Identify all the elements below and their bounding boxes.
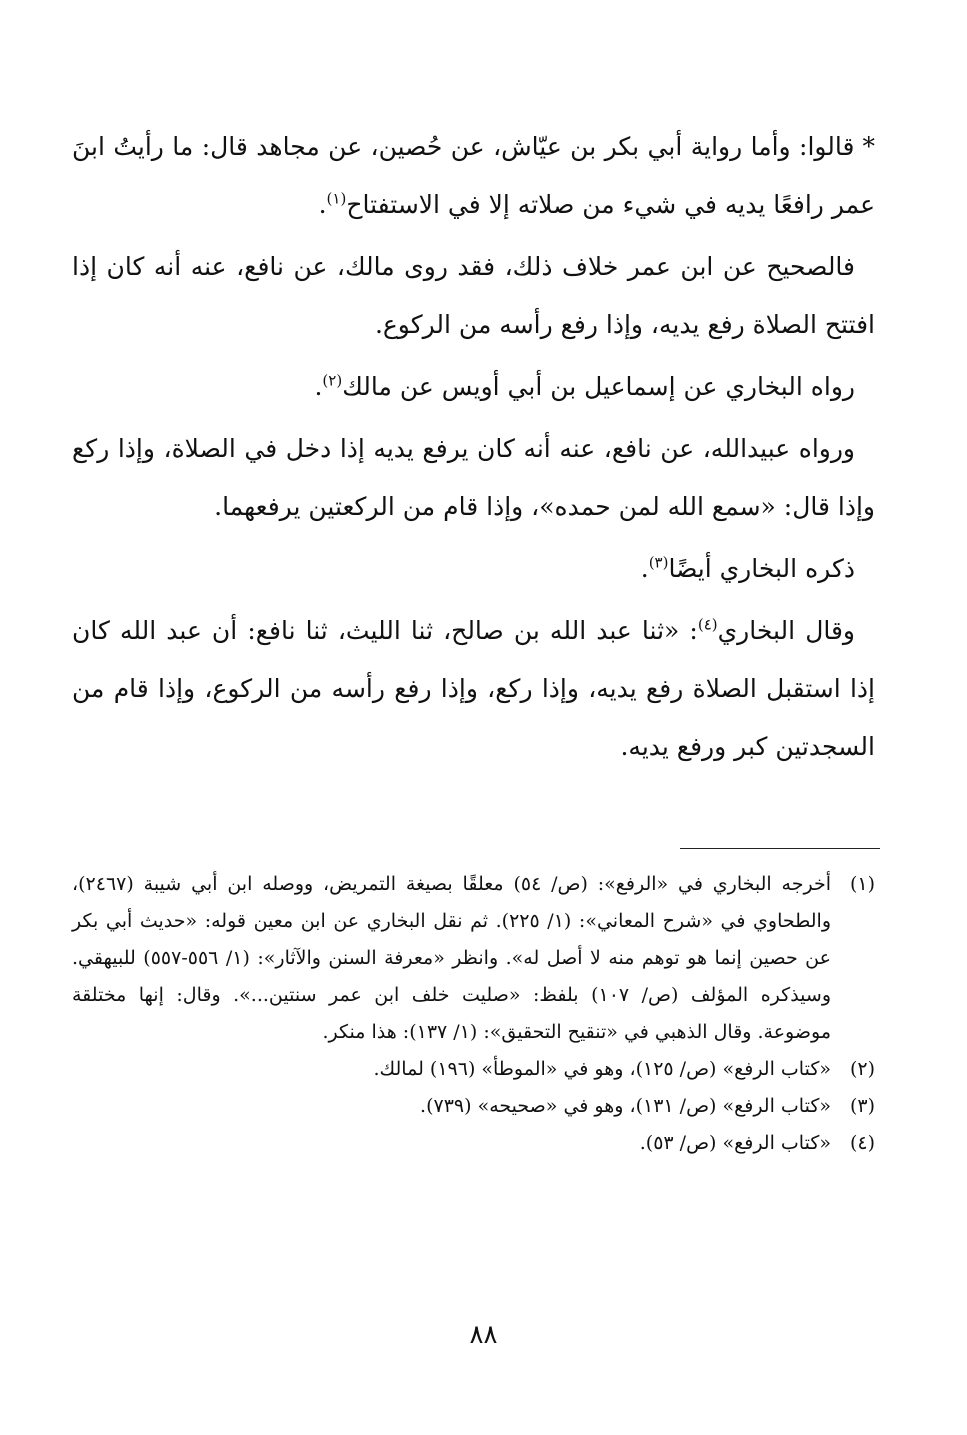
paragraph-tail: . (314, 372, 323, 401)
footnote-reference[interactable]: (٢) (322, 371, 343, 390)
main-text (72, 118, 875, 780)
paragraph-tail: . (318, 190, 327, 219)
paragraph-tail: : «ثنا عبد الله بن صالح، ثنا الليث، ثنا نافع: أن عبد الله كان إذا استقبل الصلاة رفع يديه، وإذا ركع، وإذا رفع رأسه من الركوع، وإذا قام من السجدتين كبر ورفع يديه. (72, 616, 875, 761)
paragraph-text: رواه البخاري عن إسماعيل بن أبي أويس عن مالك (342, 372, 855, 401)
paragraph-text: قالوا: وأما رواية أبي بكر بن عيّاش، عن حُصين، عن مجاهد قال: ما رأيتُ ابنَ عمر رافعًا يديه في شيء من صلاته إلا في الاستفتاح (72, 132, 875, 219)
footnote-2 (72, 1051, 875, 1088)
paragraph-2 (72, 238, 875, 354)
footnote-text: «كتاب الرفع» (ص/ ١٣١)، وهو في «صحيحه» (٧٣٩). (420, 1095, 831, 1117)
paragraph-text: وقال البخاري (717, 616, 855, 645)
paragraph-text: ورواه عبيدالله، عن نافع، عنه أنه كان يرفع يديه إذا دخل في الصلاة، وإذا ركع وإذا قال: «سمع الله لمن حمده»، وإذا قام من الركعتين يرفعهما. (72, 434, 875, 521)
footnote-number: (٢) (849, 1058, 875, 1080)
footnote-number: (١) (849, 873, 875, 895)
footnote-text: «كتاب الرفع» (ص/ ١٢٥)، وهو في «الموطأ» (١٩٦) لمالك. (373, 1058, 831, 1080)
footnote-divider (680, 848, 880, 849)
footnote-number: (٣) (849, 1095, 875, 1117)
footnote-reference[interactable]: (٣) (648, 553, 669, 572)
footnote-text: أخرجه البخاري في «الرفع»: (ص/ ٥٤) معلقًا بصيغة التمريض، ووصله ابن أبي شيبة (٢٤٦٧)، والطحاوي في «شرح المعاني»: (١/ ٢٢٥). ثم نقل البخاري عن ابن معين قوله: «حديث أبي بكر عن حصين إنما هو توهم منه لا أصل له». وانظر «معرفة السنن والآثار»: (١/ ٥٥٦-٥٥٧) للبيهقي. وسيذكره المؤلف (ص/ ١٠٧) بلفظ: «صليت خلف ابن عمر سنتين...». وقال: إنها مختلقة موضوعة. وقال الذهبي في «تنقيح التحقيق»: (١/ ١٣٧): هذا منكر. (72, 873, 831, 1043)
footnote-4 (72, 1125, 875, 1162)
footnote-3 (72, 1088, 875, 1125)
paragraph-5 (72, 540, 875, 598)
footnotes (72, 866, 875, 1162)
footnote-text: «كتاب الرفع» (ص/ ٥٣). (639, 1132, 831, 1154)
paragraph-4 (72, 420, 875, 536)
footnote-number: (٤) (849, 1132, 875, 1154)
paragraph-text: ذكره البخاري أيضًا (668, 554, 855, 583)
paragraph-3 (72, 358, 875, 416)
asterisk-icon: * (862, 132, 875, 161)
footnote-reference[interactable]: (١) (326, 189, 347, 208)
paragraph-6 (72, 602, 875, 776)
footnote-1 (72, 866, 875, 1051)
paragraph-tail: . (640, 554, 649, 583)
paragraph-text: فالصحيح عن ابن عمر خلاف ذلك، فقد روى مالك، عن نافع، عنه أنه كان إذا افتتح الصلاة رفع يديه، وإذا رفع رأسه من الركوع. (72, 252, 875, 339)
footnote-reference[interactable]: (٤) (697, 615, 718, 634)
page-number: ٨٨ (469, 1320, 498, 1350)
paragraph-1 (72, 118, 875, 234)
